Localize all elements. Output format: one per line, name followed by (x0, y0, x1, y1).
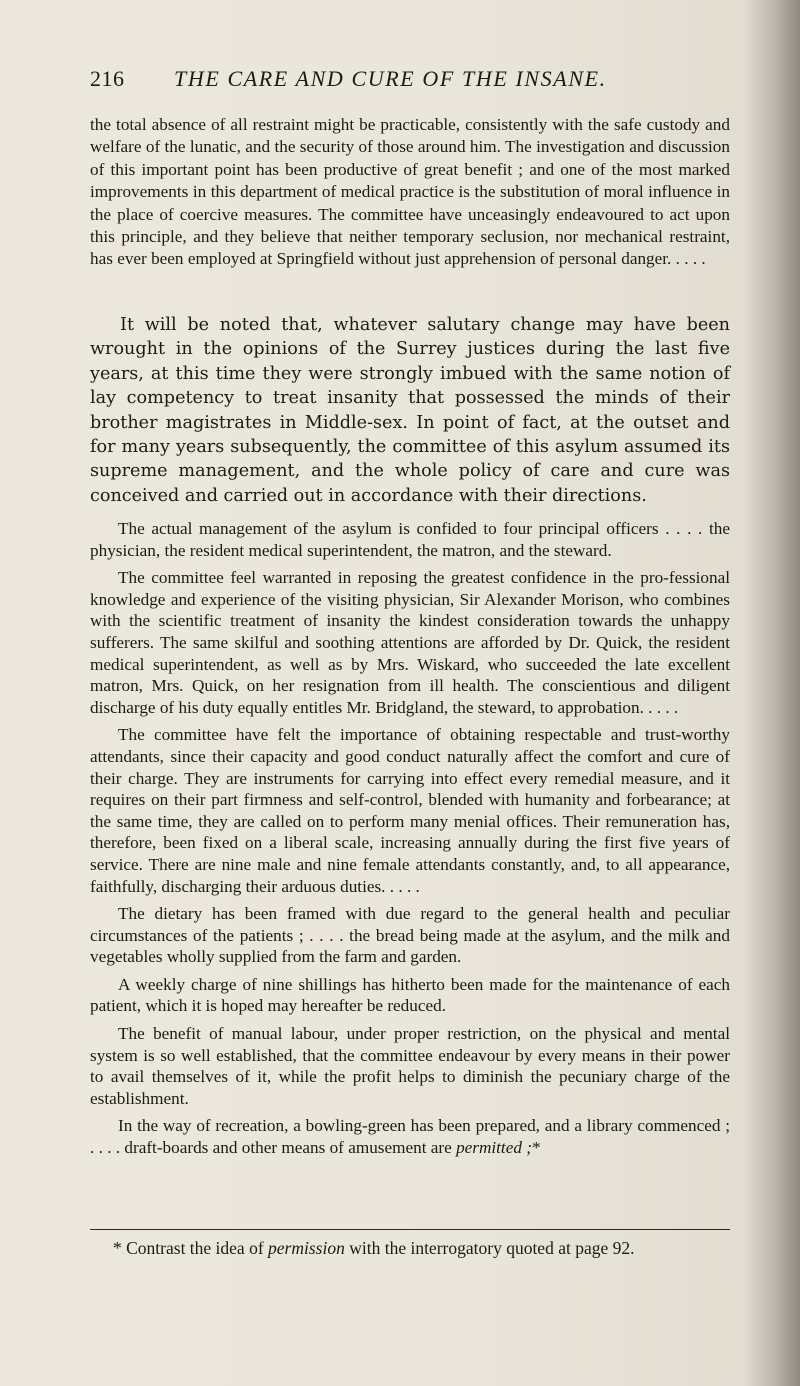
report-extract (90, 518, 730, 1165)
emphasis-permitted: permitted ; (456, 1138, 532, 1158)
footnote-text: * Contrast the idea of (113, 1238, 269, 1258)
quote-paragraph: the total absence of all restraint might be practicable, consistently with the safe custody and welfare of the lunatic, and the security of those around him. The investigation and discussion of this important point has been productive of great benefit ; and one of the most marked improvements in this department of medical practice is the substitution of moral influence in the place of coercive measures. The committee have unceasingly endeavoured to act upon this principle, and they believe that neither temporary seclusion, nor mechanical restraint, has ever been employed at Springfield without just apprehension of personal danger. . . . . (90, 115, 730, 269)
extract-last-text: In the way of recreation, a bowling-green has been prepared, and a library commenced ; . . . . draft-boards and other means of amusement are (90, 1116, 730, 1158)
page-header (90, 66, 730, 100)
extract-paragraph: The committee feel warranted in reposing the greatest confidence in the pro-fessional knowledge and experience of the visiting physician, Sir Alexander Morison, who combines with the scientific treatment of insanity the kindest consideration towards the unhappy sufferers. The same skilful and soothing attentions are afforded by Dr. Quick, the resident medical superintendent, as well as by Mrs. Wiskard, who succeeded the late excellent matron, Mrs. Quick, on her resignation from ill health. The conscientious and diligent discharge of his duty equally entitles Mr. Bridgland, the steward, to approbation. . . . . (90, 568, 730, 717)
extract-paragraph: The benefit of manual labour, under proper restriction, on the physical and mental system is so well established, that the committee endeavour by every means in their power to avail themselves of it, while the profit helps to diminish the pecuniary charge of the establishment. (90, 1024, 730, 1108)
extract-paragraph: The committee have felt the importance of obtaining respectable and trust-worthy attendants, since their capacity and good conduct naturally affect the comfort and cure of their charge. They are instruments for carrying into effect every remedial measure, and it requires on their part firmness and self-control, blended with humanity and forbearance; at the same time, they are called on to perform many menial offices. Their remuneration has, therefore, been fixed on a liberal scale, increasing annually during the first five years of service. There are nine male and nine female attendants constantly, and, to all appearance, faithfully, discharging their arduous duties. . . . . (90, 725, 730, 896)
page-number: 216 (90, 66, 125, 91)
extract-paragraph-last (90, 1115, 730, 1158)
extract-paragraph: A weekly charge of nine shillings has hitherto been made for the maintenance of each patient, which it is hoped may hereafter be reduced. (90, 974, 730, 1016)
extract-paragraph: The actual management of the asylum is confided to four principal officers . . . . the physician, the resident medical superintendent, the matron, and the steward. (90, 519, 730, 560)
footnote (113, 1237, 733, 1259)
footnote-reference: * (531, 1138, 541, 1158)
extract-paragraph: The dietary has been framed with due regard to the general health and peculiar circumstances of the patients ; . . . . the bread being made at the asylum, and the milk and vegetables wholly supplied from the farm and garden. (90, 904, 730, 967)
quoted-report-continuation (90, 114, 730, 271)
footnote-rule (90, 1229, 730, 1230)
footnote-emphasis: permission (268, 1238, 345, 1258)
running-title: THE CARE AND CURE OF THE INSANE. (174, 66, 607, 91)
body-text (90, 313, 730, 508)
body-paragraph: It will be noted that, whatever salutary change may have been wrought in the opinions of the Surrey justices during the last five years, at this time they were strongly imbued with the same notion of lay competency to treat insanity that possessed the minds of their brother magistrates in Middle-sex. In point of fact, at the outset and for many years subsequently, the committee of this asylum assumed its supreme management, and the whole policy of care and cure was conceived and carried out in accordance with their directions. (90, 315, 730, 506)
footnote-text-rest: with the interrogatory quoted at page 92. (344, 1238, 635, 1258)
